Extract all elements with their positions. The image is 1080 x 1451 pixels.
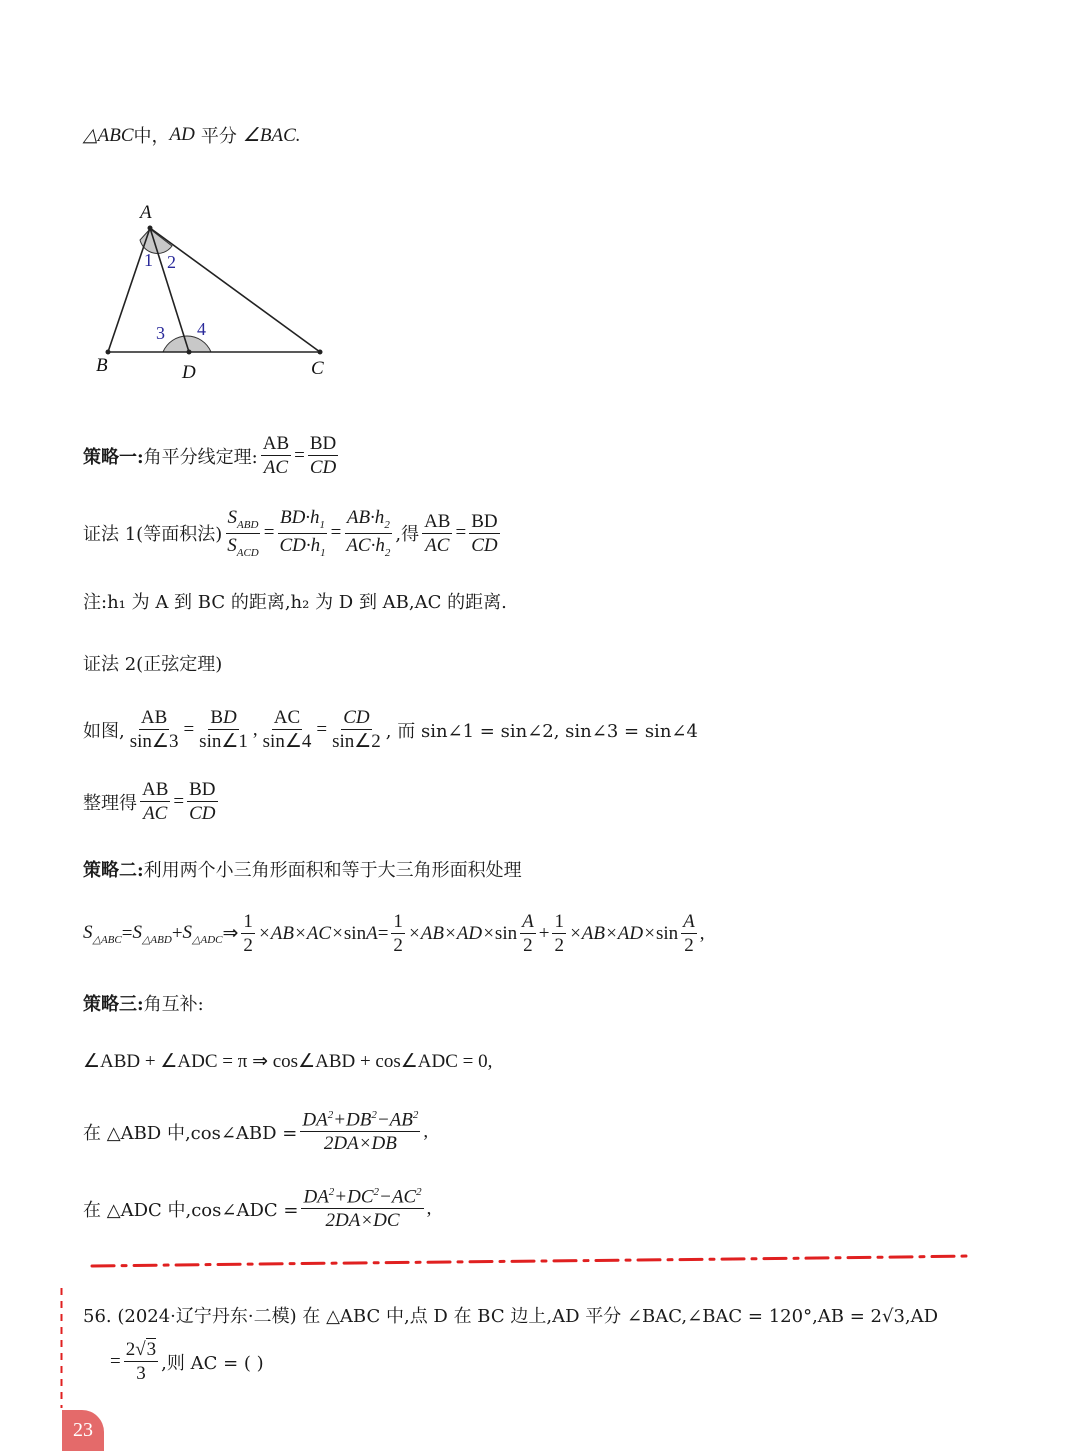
point-b (106, 350, 111, 355)
cos-abd-prefix: 在 △ABD 中,cos∠ABD = (83, 1122, 298, 1144)
fraction-half: $\frac{1}{2}$ (554, 911, 564, 956)
label-d: D (182, 362, 196, 383)
strategy-1-label: 策略一: (83, 446, 144, 468)
strategy-3-title: 角互补: (143, 994, 204, 1015)
proof-2-tail: , 而 sin∠1 = sin∠2, sin∠3 = sin∠4 (385, 720, 698, 742)
label-angle-1: 1 (144, 250, 153, 270)
fraction: $\frac{BD}{CD}$ (309, 433, 337, 478)
fraction-cos-abd: $\frac{DA^2+DB^2-AB^2}{2DA\times DB}$ (302, 1109, 419, 1155)
statement-text-2: 平分 (200, 126, 237, 147)
side-ab (108, 228, 150, 352)
problem-statement (83, 122, 301, 148)
strategy-3 (83, 990, 204, 1016)
fraction-bd-sin1: $\frac{BD}{\sin\angle 1}$ (199, 707, 248, 752)
point-c (318, 350, 323, 355)
label-a: A (140, 202, 152, 223)
cos-abd-equation: 在 △ABD 中,cos∠ABD = $\frac{DA^2+DB^2-AB^2}{2DA\times DB}$ , (83, 1109, 429, 1155)
fraction-cos-adc: $\frac{DA^2+DC^2-AC^2}{2DA\times DC}$ (303, 1186, 422, 1232)
fraction-cd-sin2: $\frac{CD}{\sin\angle 2}$ (332, 707, 381, 752)
proof-2-equations: 如图, $\frac{AB}{\sin\angle 3}$ = $\frac{BD}{\sin\angle 1}$ , $\frac{AC}{\sin\angle 4}$ = $\frac{CD}{\sin\angle 2}$ , 而 sin∠1 = sin∠2, sin∠3 = sin∠4 (83, 707, 698, 752)
proof-2-label: 证法 2(正弦定理) (83, 654, 223, 675)
point-a (148, 226, 153, 231)
area-equation: $S_{\triangle ABC}$ = $S_{\triangle ABD}$ + $S_{\triangle ADC}$ ⇒ $\frac{1}{2}$ ×AB×AC× sin A = $\frac{1}{2}$ ×AB×AD× sin $\frac{A}{2}$ + $\frac{1}{2}$ ×AB×AD× sin $\frac{A}{2}$ , (83, 911, 705, 956)
triangle-figure (88, 198, 348, 388)
note-text: 注:h₁ 为 A 到 BC 的距离,h₂ 为 D 到 AB,AC 的距离. (83, 592, 507, 613)
strategy-3-label: 策略三: (83, 994, 144, 1015)
fraction-half: $\frac{1}{2}$ (393, 911, 403, 956)
cos-adc-equation: 在 △ADC 中,cos∠ADC = $\frac{DA^2+DC^2-AC^2}{2DA\times DC}$ , (83, 1186, 432, 1232)
fraction-ab-sin3: $\frac{AB}{\sin\angle 3}$ (129, 707, 179, 752)
point-d (187, 350, 192, 355)
strategy-2-title: 利用两个小三角形面积和等于大三角形面积处理 (143, 860, 522, 881)
side-ac (150, 228, 320, 352)
fraction-area: $\frac{S_{ABD}}{S_{ACD}}$ (227, 507, 259, 559)
tidy-label: 整理得 (83, 792, 137, 814)
triangle-abc: △ABC (83, 124, 134, 146)
label-angle-3: 3 (156, 323, 165, 343)
section-divider (0, 1240, 1080, 1280)
note (83, 588, 507, 614)
fraction-bd-h1: $\frac{BD\cdot h_1}{CD\cdot h_1}$ (279, 507, 326, 559)
fraction: $\frac{AB}{AC}$ (142, 779, 169, 824)
fraction: $\frac{AB}{AC}$ (424, 510, 451, 556)
fraction: $\frac{AB}{AC}$ (262, 433, 290, 478)
fraction-a-half: $\frac{A}{2}$ (522, 911, 534, 956)
strategy-1: 策略一: 角平分线定理: $\frac{AB}{AC}$ = $\frac{BD}{CD}$ (83, 433, 337, 478)
strategy-2 (83, 856, 522, 882)
fraction-half: $\frac{1}{2}$ (243, 911, 253, 956)
fraction: $\frac{BD}{CD}$ (471, 510, 498, 556)
problem-56-line-2: = $\frac{2√3}{3}$ ,则 AC = ( ) (110, 1339, 264, 1384)
fraction-2sqrt3-over-3: $\frac{2√3}{3}$ (125, 1339, 157, 1384)
complement-eq-text: ∠ABD + ∠ADC = π ⇒ cos∠ABD + cos∠ADC = 0, (83, 1051, 493, 1072)
cos-adc-prefix: 在 △ADC 中,cos∠ADC = (83, 1199, 299, 1221)
problem-56-text-1: 56. (2024·辽宁丹东·二模) 在 △ABC 中,点 D 在 BC 边上,AD 平分 ∠BAC,∠BAC = 120°,AB = 2√3,AD (83, 1306, 939, 1327)
fraction-ab-h2: $\frac{AB\cdot h_2}{AC\cdot h_2}$ (346, 507, 391, 559)
complement-equation (83, 1050, 492, 1073)
proof-1: 证法 1(等面积法) $\frac{S_{ABD}}{S_{ACD}}$ = $\frac{BD\cdot h_1}{CD\cdot h_1}$ = $\frac{AB\cdot h_2}{AC\cdot h_2}$ ,得 $\frac{AB}{AC}$ = $\frac{BD}{CD}$ (83, 507, 498, 559)
label-angle-2: 2 (167, 252, 176, 272)
margin-line (60, 1288, 63, 1408)
proof-1-result-label: ,得 (395, 524, 420, 546)
statement-text-1: 中， (133, 126, 170, 147)
label-b: B (96, 355, 108, 376)
segment-ad: AD (169, 124, 195, 145)
problem-56-line-1 (83, 1302, 938, 1328)
proof-2-heading (83, 650, 222, 676)
fraction-ac-sin4: $\frac{AC}{\sin\angle 4}$ (262, 707, 312, 752)
label-angle-4: 4 (197, 319, 206, 339)
problem-56-text-2: ,则 AC = ( ) (161, 1352, 264, 1374)
proof-1-label: 证法 1(等面积法) (83, 524, 223, 546)
angle-bac: ∠BAC. (242, 124, 301, 146)
tidy-result: 整理得 $\frac{AB}{AC}$ = $\frac{BD}{CD}$ (83, 779, 216, 824)
fraction-a-half: $\frac{A}{2}$ (683, 911, 695, 956)
proof-2-prefix: 如图, (83, 720, 125, 742)
strategy-2-label: 策略二: (83, 860, 144, 881)
label-c: C (311, 358, 324, 379)
fraction: $\frac{BD}{CD}$ (189, 779, 216, 824)
page-number: 23 (62, 1410, 104, 1451)
strategy-1-title: 角平分线定理: (143, 446, 258, 468)
